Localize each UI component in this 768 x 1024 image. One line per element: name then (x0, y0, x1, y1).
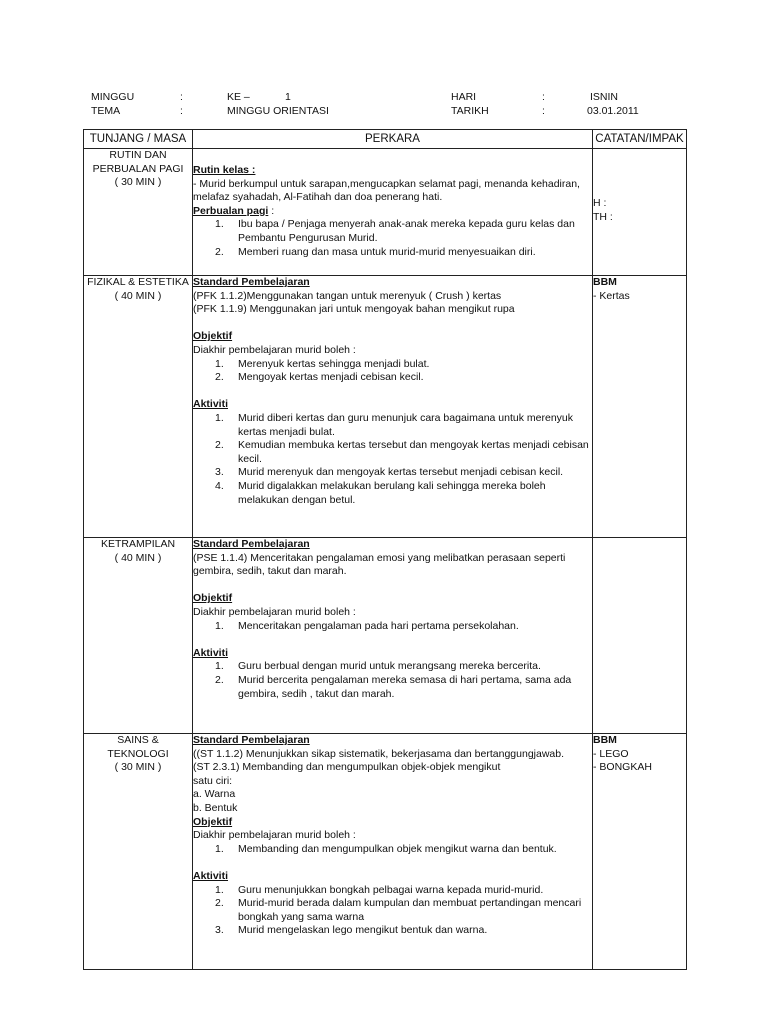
list-number: 3. (215, 466, 224, 479)
catatan-cell (593, 538, 687, 734)
sp-line: (PFK 1.1.9) Menggunakan jari untuk mengoyak bahan mengikut rupa (193, 303, 515, 316)
tunjang-line: PERBUALAN PAGI (92, 162, 184, 175)
objektif-intro: Diakhir pembelajaran murid boleh : (193, 605, 356, 618)
minggu-label: MINGGU (91, 91, 135, 103)
list-text: Murid digalakkan melakukan berulang kali sehingga mereka boleh melakukan dengan betul. (238, 479, 546, 506)
list-text: Murid bercerita pengalaman mereka semasa di hari pertama, sama ada gembira, sedih , takut dan marah. (238, 673, 572, 700)
rutin-text: - Murid berkumpul untuk sarapan,mengucapkan selamat pagi, menanda kehadiran, melafaz syahadah, Al-Fatihah dan doa penerang hati. (193, 177, 580, 204)
list-number: 1. (215, 660, 224, 673)
minggu-colon: : (180, 91, 183, 103)
col-header-tunjang: TUNJANG / MASA (84, 130, 193, 149)
tarikh-colon: : (542, 105, 545, 117)
hari-value: ISNIN (590, 91, 619, 103)
tema-label: TEMA (91, 105, 121, 117)
bbm-title: BBM (593, 734, 617, 746)
list-number: 1. (215, 842, 224, 855)
list-number: 3. (215, 924, 224, 937)
tunjang-line: ( 40 MIN ) (114, 289, 162, 302)
list-number: 1. (215, 619, 224, 632)
ke-label: KE – (227, 91, 250, 103)
list-text: Menceritakan pengalaman pada hari pertama persekolahan. (238, 619, 519, 632)
table-row (84, 276, 687, 538)
list-item (193, 924, 592, 938)
col-header-perkara: PERKARA (193, 130, 593, 149)
catatan-line: - Kertas (593, 289, 630, 302)
catatan-cell (593, 276, 687, 538)
col-header-catatan: CATATAN/IMPAK (593, 130, 687, 149)
perbualan-list (193, 218, 592, 259)
list-text: Murid diberi kertas dan guru menunjuk cara bagaimana untuk merenyuk kertas menjadi bulat. (238, 411, 574, 438)
sp-line: a. Warna (193, 788, 236, 801)
sp-line: (PFK 1.1.2)Menggunakan tangan untuk merenyuk ( Crush ) kertas (193, 289, 502, 302)
list-item (193, 412, 592, 439)
tunjang-line: ( 30 MIN ) (114, 761, 162, 774)
perkara-cell (193, 538, 593, 734)
tunjang-line: SAINS & (117, 734, 159, 746)
objektif-title: Objektif (193, 592, 233, 605)
sp-line: b. Bentuk (193, 801, 238, 814)
perbualan-title: Perbualan pagi (193, 204, 269, 217)
list-item (193, 439, 592, 466)
list-item (193, 620, 592, 634)
perbualan-colon: : (268, 204, 275, 217)
list-item (193, 660, 592, 674)
list-item (193, 466, 592, 480)
list-text: Guru menunjukkan bongkah pelbagai warna kepada murid-murid. (238, 883, 544, 896)
bbm-title: BBM (593, 276, 617, 288)
table-row (84, 734, 687, 970)
tunjang-cell (84, 734, 193, 970)
list-item (193, 897, 592, 924)
catatan-line: - BONGKAH (593, 761, 652, 774)
list-text: Kemudian membuka kertas tersebut dan mengoyak kertas menjadi cebisan kecil. (238, 439, 589, 465)
tarikh-value: 03.01.2011 (587, 105, 639, 117)
sp-title: Standard Pembelajaran (193, 734, 310, 746)
aktiviti-list (193, 884, 592, 938)
hari-label: HARI (451, 91, 477, 103)
aktiviti-list (193, 412, 592, 507)
tunjang-cell (84, 538, 193, 734)
ke-value: 1 (285, 91, 291, 103)
list-item (193, 480, 592, 507)
list-text: Murid merenyuk dan mengoyak kertas tersebut menjadi cebisan kecil. (238, 466, 564, 479)
list-item (193, 674, 592, 701)
list-number: 1. (215, 357, 224, 370)
list-item (193, 246, 592, 260)
catatan-line: H : (593, 197, 607, 209)
tunjang-line: TEKNOLOGI (107, 747, 169, 760)
aktiviti-title: Aktiviti (193, 398, 229, 411)
objektif-title: Objektif (193, 815, 233, 828)
aktiviti-title: Aktiviti (193, 646, 229, 659)
catatan-line: - LEGO (593, 747, 629, 760)
aktiviti-title: Aktiviti (193, 869, 229, 882)
table-header-row (84, 130, 687, 149)
list-number: 2. (215, 439, 224, 452)
list-text: Ibu bapa / Penjaga menyerah anak-anak mereka kepada guru kelas dan Pembantu Pengurusan Murid. (238, 218, 575, 244)
objektif-intro: Diakhir pembelajaran murid boleh : (193, 343, 356, 356)
list-number: 2. (215, 245, 224, 258)
list-number: 2. (215, 897, 224, 910)
tunjang-cell (84, 276, 193, 538)
list-number: 1. (215, 411, 224, 424)
list-text: Murid-murid berada dalam kumpulan dan membuat pertandingan mencari bongkah yang sama warna (238, 897, 582, 923)
tema-value: MINGGU ORIENTASI (227, 105, 329, 117)
list-item (193, 884, 592, 898)
list-text: Memberi ruang dan masa untuk murid-murid menyesuaikan diri. (238, 245, 536, 258)
list-text: Mengoyak kertas menjadi cebisan kecil. (238, 371, 424, 384)
catatan-cell (593, 734, 687, 970)
list-text: Merenyuk kertas sehingga menjadi bulat. (238, 357, 430, 370)
sp-title: Standard Pembelajaran (193, 538, 310, 550)
perkara-cell (193, 734, 593, 970)
objektif-title: Objektif (193, 330, 233, 343)
list-number: 2. (215, 371, 224, 384)
sp-line: (ST 2.3.1) Membanding dan mengumpulkan objek-objek mengikut (193, 761, 501, 774)
list-item (193, 218, 592, 245)
list-item (193, 371, 592, 385)
list-number: 2. (215, 673, 224, 686)
tunjang-line: ( 40 MIN ) (114, 551, 162, 564)
tarikh-label: TARIKH (451, 105, 489, 117)
list-number: 1. (215, 883, 224, 896)
tunjang-line: FIZIKAL & ESTETIKA (87, 276, 189, 288)
objektif-intro: Diakhir pembelajaran murid boleh : (193, 829, 356, 842)
perbualan-heading (193, 205, 592, 219)
sp-title: Standard Pembelajaran (193, 276, 310, 288)
perkara-cell (193, 276, 593, 538)
list-item (193, 843, 592, 857)
list-item (193, 358, 592, 372)
rutin-title: Rutin kelas : (193, 164, 256, 176)
lesson-plan-table (83, 129, 687, 970)
sp-line: (PSE 1.1.4) Menceritakan pengalaman emosi yang melibatkan perasaan seperti gembira, sedih, takut dan marah. (193, 551, 566, 578)
catatan-cell (593, 149, 687, 276)
table-row (84, 538, 687, 734)
tunjang-cell (84, 149, 193, 276)
objektif-list (193, 620, 592, 634)
list-text: Murid mengelaskan lego mengikut bentuk dan warna. (238, 924, 488, 937)
objektif-list (193, 843, 592, 857)
list-number: 1. (215, 218, 224, 231)
tema-colon: : (180, 105, 183, 117)
sp-line: ((ST 1.1.2) Menunjukkan sikap sistematik, bekerjasama dan bertanggungjawab. (193, 747, 565, 760)
tunjang-line: KETRAMPILAN (100, 538, 176, 550)
list-text: Membanding dan mengumpulkan objek mengikut warna dan bentuk. (238, 842, 557, 855)
tunjang-line: RUTIN DAN (109, 149, 167, 161)
objektif-list (193, 358, 592, 385)
hari-colon: : (542, 91, 545, 103)
perkara-cell (193, 149, 593, 276)
tunjang-line: ( 30 MIN ) (114, 176, 162, 189)
sp-line: satu ciri: (193, 774, 233, 787)
catatan-line: TH : (593, 210, 613, 223)
list-number: 4. (215, 479, 224, 492)
list-text: Guru berbual dengan murid untuk merangsang mereka bercerita. (238, 660, 541, 673)
table-row (84, 149, 687, 276)
aktiviti-list (193, 660, 592, 701)
